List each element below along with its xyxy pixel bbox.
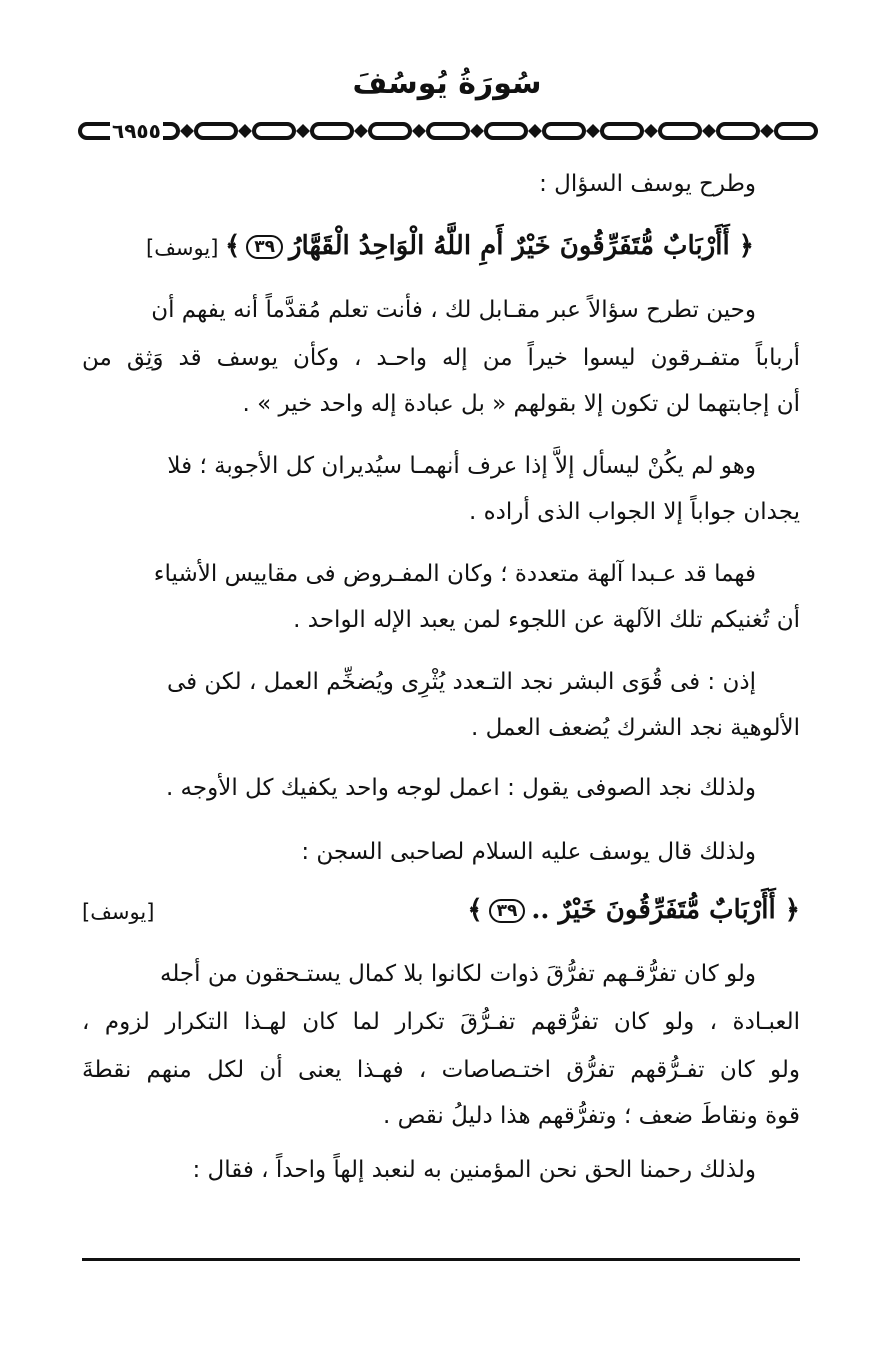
quran-verse [467,888,800,932]
ornament-diamond [528,124,542,138]
surah-title: سُورَةُ يُوسُفَ [352,66,542,101]
ornament-diamond [296,124,310,138]
verse-close-bracket: ﴾ [467,895,483,925]
text-line: وحين تطرح سؤالاً عبر مقـابل لك ، فأنت تعلم مُقدَّماً أنه يفهم أن [151,297,756,323]
quran-verse [225,224,754,268]
ornament-oval [428,124,468,138]
text-line: وطرح يوسف السؤال : [539,171,756,197]
ornament-diamond [760,124,774,138]
verse-reference: [يوسف] [146,236,219,260]
ornament-diamond [238,124,252,138]
verse-number: ٣٩ [246,235,283,259]
ornament-oval [544,124,584,138]
text-line: أرباباً متفـرقون ليسوا خيراً من إله واحـد ، وكأن يوسف قد وَثِق من [82,345,800,371]
ornament-diamond [180,124,194,138]
ornament-oval [312,124,352,138]
ornamental-border [70,116,830,146]
ornament-oval [776,124,816,138]
text-line: إذن : فى قُوَى البشر نجد التـعدد يُثْرِى ويُضخِّم العمل ، لكن فى [166,669,756,695]
text-line: فهما قد عـبدا آلهة متعددة ؛ وكان المفـروض فى مقاييس الأشياء [153,561,756,587]
text-line: ولو كان تفـرُّقهم تفرُّق اختـصاصات ، فهـذا يعنى أن لكل منهم نقطةَ [82,1057,800,1083]
text-line: الألوهية نجد الشرك يُضعف العمل . [470,715,800,741]
text-line: قوة ونقاطَ ضعف ؛ وتفرُّقهم هذا دليلُ نقص . [382,1103,800,1129]
ornament-oval [486,124,526,138]
footer-rule [82,1258,800,1261]
ornament-diamond [354,124,368,138]
ornament-oval [602,124,642,138]
verse-reference: [يوسف] [82,900,155,924]
ornament-oval [660,124,700,138]
ornament-diamond [470,124,484,138]
ornament-oval [370,124,410,138]
text-line: ولذلك قال يوسف عليه السلام لصاحبى السجن : [301,839,756,865]
verse-close-bracket: ﴾ [224,231,241,261]
text-line: ولو كان تفرُّقـهم تفرُّقَ ذوات لكانوا بلا كمال يستـحقون من أجله [159,961,756,987]
ornament-diamond [586,124,600,138]
ornament-oval [254,124,294,138]
verse-text: ﴿ أَأَرْبَابٌ مُّتَفَرِّقُونَ خَيْرٌ أَمِ اللَّهُ الْوَاحِدُ الْقَهَّارُ [288,231,754,261]
text-line: يجدان جواباً إلا الجواب الذى أراده . [468,499,800,525]
page-number: ٦٩٥٥ [112,119,161,143]
text-line: وهو لم يكُنْ ليسأل إلاَّ إذا عرف أنهمـا سيُديران كل الأجوبة ؛ فلا [167,453,756,479]
text-line: أن تُغنيكم تلك الآلهة عن اللجوء لمن يعبد الإله الواحد . [293,607,800,633]
ornament-diamond [702,124,716,138]
text-line: ولذلك نجد الصوفى يقول : اعمل لوجه واحد يكفيك كل الأوجه . [165,775,756,801]
text-line: أن إجابتهما لن تكون إلا بقولهم « بل عبادة إله واحد خير » . [242,391,800,417]
ornament-diamond [644,124,658,138]
text-line: ولذلك رحمنا الحق نحن المؤمنين به لنعبد إلهاً واحداً ، فقال : [192,1157,756,1183]
ornament-oval [196,124,236,138]
text-line: العبـادة ، ولو كان تفرُّقهم تفـرُّقَ تكرار لما كان لهـذا التكرار لزوم ، [82,1009,800,1035]
ornament-diamond [412,124,426,138]
verse-number: ٣٩ [489,899,526,923]
ornament-oval [718,124,758,138]
verse-text: ﴿ أَأَرْبَابٌ مُّتَفَرِّقُونَ خَيْرٌ .. [531,895,800,925]
